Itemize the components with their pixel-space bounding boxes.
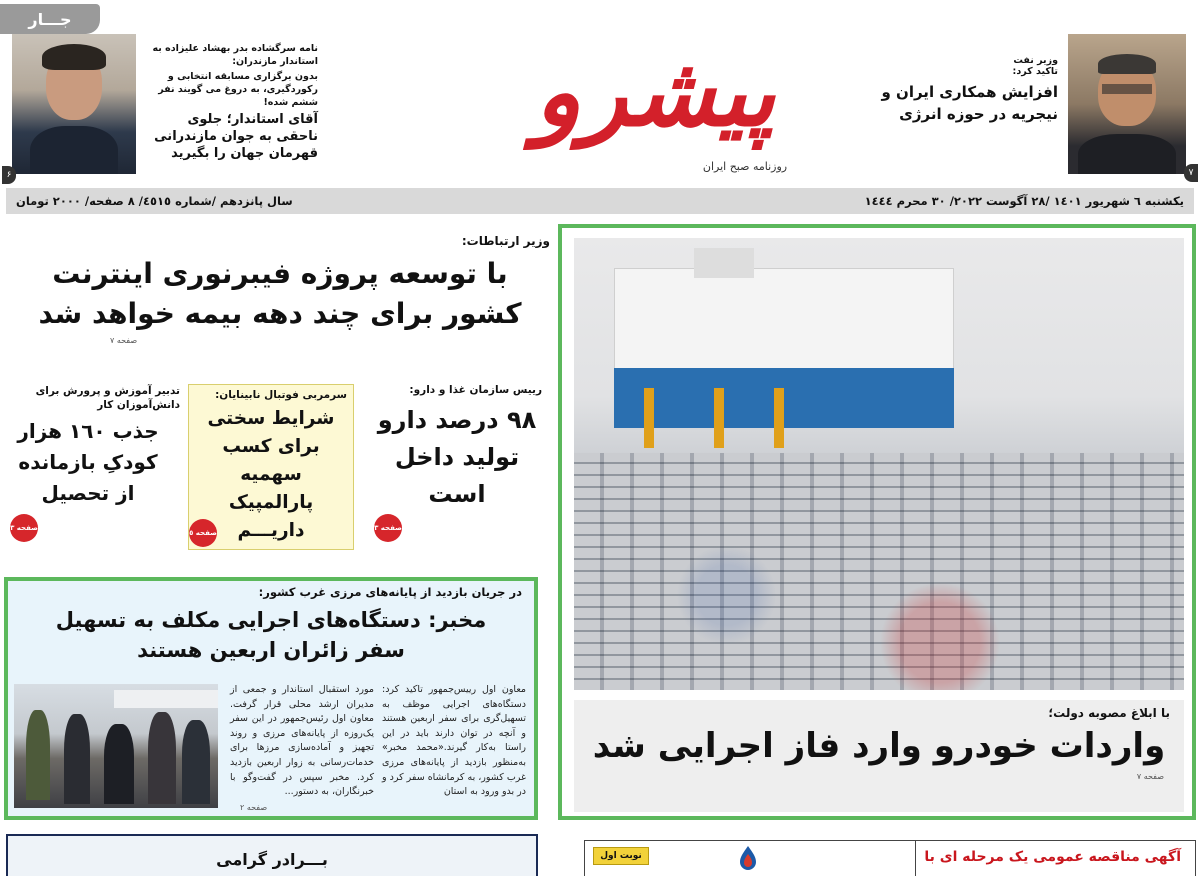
fiber-story <box>10 234 550 345</box>
tender-divider <box>915 841 916 876</box>
education-headline: جذب ١٦٠ هزار کودکِ بازمانده از تحصیل <box>17 419 159 505</box>
drug-page-badge: صفحه ٣ <box>374 514 402 542</box>
logo-tagline: روزنامه صبح ایران <box>702 160 788 173</box>
mokhber-kicker: در جریان بازدید از پایانه‌های مرزی غرب کشور: <box>258 585 522 599</box>
logo-text: پیشرو <box>534 35 776 148</box>
education-story <box>10 384 180 550</box>
dateline-issue: سال پانزدهم /شماره ٤٥١٥/ ٨ صفحه/ ٢٠٠٠ تومان <box>16 194 293 208</box>
top-right-story <box>880 55 1058 125</box>
car-import-photo <box>574 238 1184 690</box>
dateline-bar <box>6 188 1194 214</box>
fiber-page-ref: صفحه ٧ <box>110 336 138 345</box>
tender-title: آگهی مناقصه عمومی یک مرحله ای با <box>924 849 1181 865</box>
top-right-kicker-2: تاکید کرد: <box>1012 66 1058 77</box>
corner-number-left: ۶ <box>2 166 16 184</box>
top-right-kicker-1: وزیر نفت <box>1013 55 1058 66</box>
drug-headline: ٩٨ درصد دارو تولید داخل است <box>377 406 537 508</box>
dateline-date: یکشنبه ٦ شهریور ١٤٠١ /٢٨ آگوست ٢٠٢٢/ ٣٠ محرم ١٤٤٤ <box>864 194 1184 208</box>
tender-ad-box <box>584 840 1196 876</box>
main-story-kicker: با ابلاغ مصوبه دولت؛ <box>1048 706 1170 720</box>
top-left-story <box>148 42 318 162</box>
fiber-headline: با توسعه پروژه فیبرنوری اینترنت کشور برای چند دهه بیمه خواهد شد <box>38 257 522 330</box>
oil-company-logo-icon <box>735 845 761 873</box>
drug-story <box>372 384 542 550</box>
main-story-frame <box>558 224 1196 820</box>
paralympic-headline: شرایط سختی برای کسب سهمیه پارالمپیک داریـــم <box>207 408 335 541</box>
top-left-headline: آقای استاندار؛ جلوی ناحقی به جوان مازندرانی قهرمان جهان را بگیرید <box>154 112 318 161</box>
main-story-headline: واردات خودرو وارد فاز اجرایی شد <box>592 726 1166 766</box>
top-left-subtitle: بدون برگزاری مسابقه انتخابی و رکوردگیری، به دروغ می گویند نفر ششم شده! <box>158 71 318 108</box>
top-right-headline: افزایش همکاری ایران و نیجریه در حوزه انرژی <box>881 83 1058 123</box>
bottom-left-title: بـــرادر گرامی <box>216 850 328 869</box>
paralympic-page-badge: صفحه ٥ <box>189 519 217 547</box>
paralympic-story <box>188 384 354 550</box>
main-story-page-ref: صفحه ٧ <box>1136 772 1164 781</box>
paralympic-kicker: سرمربی فوتبال نابینایان: <box>215 389 347 401</box>
main-story-text <box>574 700 1184 812</box>
fiber-kicker: وزیر ارتباطات: <box>461 234 550 248</box>
newspaper-logo <box>490 2 820 182</box>
top-left-kicker: نامه سرگشاده بدر بهشاد علیزاده به استاندار مازندران: <box>152 43 318 67</box>
tender-tag: نوبت اول <box>593 847 649 865</box>
education-page-badge: صفحه ٣ <box>10 514 38 542</box>
mokhber-body-left: مورد استقبال استاندار و جمعی از مدیران ارشد محلی قرار گرفت. معاون اول رئیس‌جمهور در این سفر یک‌روزه از پایانه‌های مرزی و روند تجهیز و آماده‌سازی مرزها برای خدمات‌رسانی به زوار اربعین بازدید کرد. مخبر سپس در گفت‌وگو با خبرنگاران، به دستور... <box>230 684 374 798</box>
bottom-left-box <box>6 834 538 876</box>
education-kicker: تدبیر آموزش و پرورش برای دانش‌آموزان کار <box>35 385 180 411</box>
oil-minister-portrait <box>1068 34 1186 174</box>
mokhber-body-right: معاون اول رییس‌جمهور تاکید کرد: دستگاه‌های اجرایی موظف به تسهیل‌گری برای سفر اربعین هستند و آنچه در توان دارند باید در این راستا به‌کار گیرند.«محمد مخبر» به‌منظور بازدید از پایانه‌های مرزی غرب کشور، به کرمانشاه سفر کرد و در بدو ورود به استان <box>382 684 526 798</box>
mokhber-story-frame <box>4 577 538 820</box>
masthead <box>0 0 1200 188</box>
mokhber-photo <box>14 684 218 808</box>
drug-kicker: رییس سازمان غذا و دارو: <box>409 384 542 396</box>
jaar-tag-label: جـــار <box>28 9 72 29</box>
jaar-tag <box>0 4 100 34</box>
corner-number-right: ۷ <box>1184 164 1198 182</box>
mokhber-headline: مخبر: دستگاه‌های اجرایی مکلف به تسهیل سفر زائران اربعین هستند <box>55 608 487 662</box>
mokhber-page-ref: صفحه ٢ <box>240 803 268 812</box>
official-portrait <box>12 34 136 174</box>
